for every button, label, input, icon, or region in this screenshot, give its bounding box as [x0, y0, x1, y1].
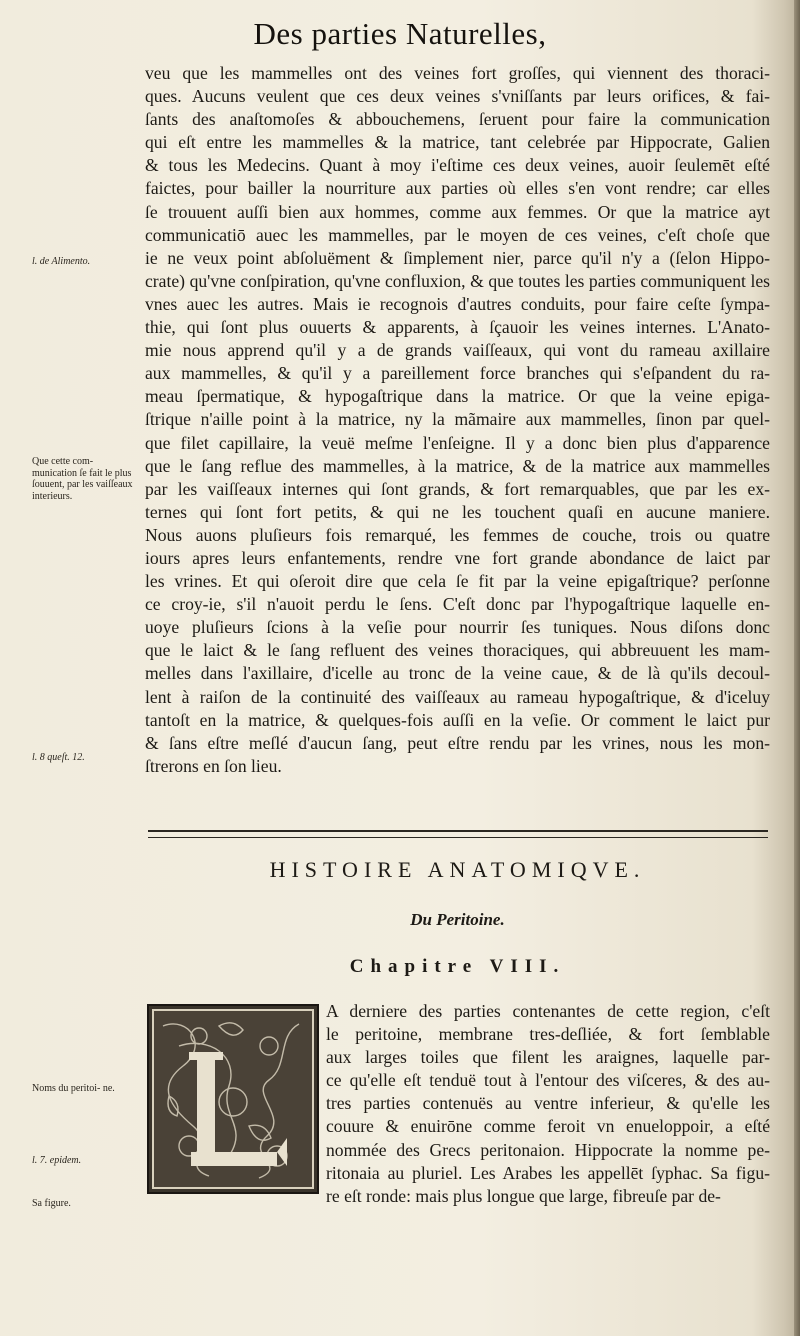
body-text-line: ſants des anaſtomoſes & abbouchemens, ſeruent pour faire la communication	[145, 109, 770, 130]
body-text-line: faictes, pour bailler la nourriture aux parties où elles s'en vont rendre; car elles	[145, 178, 770, 199]
body-text-line: crate) qu'vne conſpiration, qu'vne confluxion, & que toutes les parties communiquent les	[145, 270, 770, 291]
body-text-line: & tous les Medecins. Quant à moy i'eſtime ces deux veines, auoir ſeulemēt eſté	[145, 155, 770, 176]
body-text-line: par les vaiſſeaux internes qui ſont grands, & fort remarquables, que par les ex-	[145, 478, 770, 499]
chapter-text-line: le peritoine, membrane tres-deſliée, & fort ſemblable	[326, 1024, 770, 1045]
body-text-line: thie, qui ſont plus ouuerts & apparents, à ſçauoir les veines internes. L'Anato-	[145, 317, 770, 338]
body-text-line: veu que les mammelles ont des veines fort groſſes, qui viennent des thoraci-	[145, 63, 770, 83]
body-text-line: vnes auec les autres. Mais ie recognois d'autres conduits, pour faire ceſte ſympa-	[145, 293, 770, 314]
chapter-text-line: ritonaia au pluriel. Les Arabes les appellēt ſyphac. Sa figu-	[326, 1162, 770, 1183]
decorated-initial-letter-image	[147, 1004, 319, 1194]
body-text-line: ſtrique n'aille point à la matrice, ny la mãmaire aux mammelles, ſinon par quel-	[145, 409, 770, 430]
body-text-line: lent à raiſon de la continuité des vaiſſeaux au rameau hypogaſtrique, & d'iceluy	[145, 686, 770, 707]
body-text-line: melles dans l'axillaire, d'icelle au tronc de la veine caue, & de là qu'ils decoul-	[145, 663, 770, 684]
chapter-text-line: A derniere des parties contenantes de cette region, c'eſt	[326, 1001, 770, 1021]
chapter-heading: Chapitre VIII.	[349, 956, 566, 977]
body-text-line: ſe trouuent auſſi bien aux hommes, comme aux femmes. Or que la matrice ayt	[145, 201, 770, 222]
margin-note-noms: Noms du peritoi- ne.	[32, 1083, 115, 1094]
body-text-line: tantoſt en la matrice, & quelques-fois auſſi en la veſie. Or comment le laict pur	[145, 709, 770, 730]
chapter-text-line: tres parties contenuës au ventre inferieur, & qu'elle les	[326, 1093, 770, 1114]
margin-note-communication: Que cette com- munication ſe fait le plus ſouuent, par les vaiſſeaux interieurs.	[32, 456, 133, 502]
body-text-line: uoye pluſieurs ſcions à la veſie pour nourrir ſes tuniques. Nous diſons donc	[145, 617, 770, 638]
body-text-line: iours apres leurs enfantements, rendre vne fort grande abondance de laict par	[145, 547, 770, 568]
section-subtitle: Du Peritoine.	[410, 910, 505, 929]
margin-note-figure: Sa figure.	[32, 1198, 71, 1209]
chapter-text-line: ce qu'elle eſt tenduë tout à l'entour des viſceres, & des au-	[326, 1070, 770, 1091]
section-title: HISTOIRE ANATOMIQVE.	[269, 857, 646, 882]
body-text-line: que filet capillaire, la veuë meſme l'enſeigne. Il y a donc bien plus d'apparence	[145, 432, 770, 453]
body-text-line: ie ne veux point abſoluëment & ſimplement nier, parce qu'il n'y a (ſelon Hippo-	[145, 247, 770, 268]
running-head: Des parties Naturelles,	[253, 16, 547, 51]
body-text-line: qui eſt entre les mammelles & la matrice, tant celebrée par Hippocrate, Galien	[145, 132, 770, 153]
body-text-line: communicatiō auec les mammelles, par le moyen de ces veines, c'eſt choſe que	[145, 224, 770, 245]
chapter-text	[326, 1000, 770, 1208]
chapter-text-line: nommée des Grecs peritonaion. Hippocrate la nomme pe-	[326, 1139, 770, 1160]
section-divider	[148, 830, 768, 838]
body-text-line: ſtrerons en ſon lieu.	[145, 755, 282, 776]
body-text-line: ce croy-ie, s'il n'auoit perdu le ſens. C'eſt donc par l'hypogaſtrique laquelle en-	[145, 594, 770, 615]
book-gutter-shadow	[794, 0, 800, 1336]
body-text-line: ternes qui ſont fort petits, & qui ne les touchent quaſi en aucune maniere.	[145, 501, 770, 522]
body-text-line: & ſans eſtre meſlé d'aucun ſang, peut eſtre rendu par les vrines, nous les mon-	[145, 732, 770, 753]
body-text-line: que le ſang reflue des mammelles, à la matrice, & de la matrice aux mammelles	[145, 455, 770, 476]
body-text-line: que le laict & le ſang refluent des veines thoraciques, qui abbreuuent les mam-	[145, 640, 770, 661]
margin-note-quest: l. 8 queſt. 12.	[32, 752, 85, 763]
body-text-line: les vrines. Et qui oſeroit dire que cela ſe fit par la veine epigaſtrique? perſonne	[145, 571, 770, 592]
margin-note-epidem: l. 7. epidem.	[32, 1155, 82, 1166]
body-text-line: meau ſpermatique, & hypogaſtrique dans la matrice. Or que la veine epiga-	[145, 386, 770, 407]
body-text	[145, 62, 770, 778]
body-text-line: ques. Aucuns veulent que ces deux veines s'vniſſants par leurs orifices, & fai-	[145, 86, 770, 107]
body-text-line: aux mammelles, & qu'il y a pareillement force branches qui s'eſpandent du ra-	[145, 363, 770, 384]
chapter-text-line: re eſt ronde: mais plus longue que large, fibreuſe par de-	[326, 1185, 721, 1206]
body-text-line: Nous auons pluſieurs fois remarqué, les femmes de couche, trois ou quatre	[145, 524, 770, 545]
chapter-text-line: aux larges toiles que filent les araignes, laquelle par-	[326, 1047, 770, 1068]
margin-note-de-alimento: l. de Alimento.	[32, 256, 91, 267]
chapter-text-line: couure & enuirōne comme feroit vn enueloppoir, a eſté	[326, 1116, 770, 1137]
body-text-line: mie nous apprend qu'il y a de grands vaiſſeaux, qui vont du rameau axillaire	[145, 340, 770, 361]
